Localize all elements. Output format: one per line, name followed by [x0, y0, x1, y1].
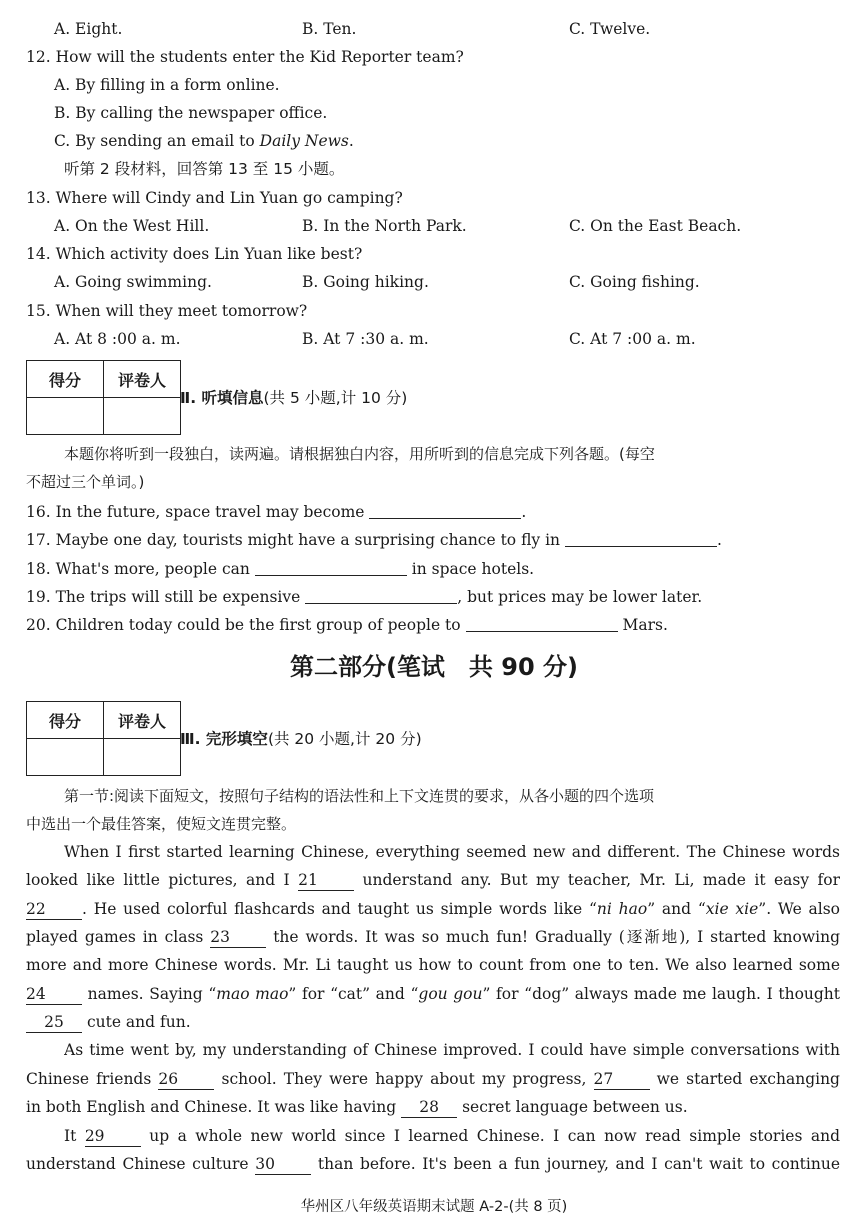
grader-cell[interactable]	[104, 739, 181, 776]
q15-option-b: B. At 7 :30 a. m.	[302, 330, 429, 348]
passage-line-6: 24 names. Saying “mao mao” for “cat” and “gou gou” for “dog” always made me laugh. I thought	[26, 985, 840, 1003]
score-table-section-2	[26, 360, 181, 435]
q14-options	[0, 270, 868, 294]
blank-26[interactable]: 26	[158, 1069, 214, 1090]
passage-line-5: more and more Chinese words. Mr. Li taught us how to count from one to ten. We also learned some	[26, 956, 840, 974]
q20: 20. Children today could be the first group of people to Mars.	[26, 616, 668, 634]
q12-option-a: A. By filling in a form online.	[54, 76, 280, 94]
passage-line-9: Chinese friends 26 school. They were happy about my progress, 27 we started exchanging	[26, 1070, 840, 1088]
blank-22[interactable]: 22	[26, 899, 82, 920]
q16-blank[interactable]	[369, 501, 521, 519]
score-label: 得分	[27, 361, 104, 398]
blank-29[interactable]: 29	[85, 1126, 141, 1147]
section-3-instruction-line1: 第一节:阅读下面短文，按照句子结构的语法性和上下文连贯的要求，从各小题的四个选项	[64, 787, 655, 805]
q15-options	[0, 327, 868, 351]
q12-option-c: C. By sending an email to Daily News.	[54, 132, 354, 150]
section-3-heading: Ⅲ. 完形填空(共 20 小题,计 20 分)	[180, 730, 422, 748]
score-cell[interactable]	[27, 398, 104, 435]
blank-25[interactable]: 25	[26, 1012, 82, 1033]
blank-28[interactable]: 28	[401, 1097, 457, 1118]
section-2-heading: Ⅱ. 听填信息(共 5 小题,计 10 分)	[180, 389, 408, 407]
passage-line-1: When I first started learning Chinese, everything seemed new and different. The Chinese words	[64, 843, 840, 861]
passage-line-8: As time went by, my understanding of Chinese improved. I could have simple conversations with	[64, 1041, 840, 1059]
q19: 19. The trips will still be expensive , but prices may be lower later.	[26, 588, 703, 606]
q17-blank[interactable]	[565, 529, 717, 547]
score-table-section-3	[26, 701, 181, 776]
q11-option-a: A. Eight.	[54, 20, 123, 38]
score-cell[interactable]	[27, 739, 104, 776]
section-2-instruction-line1: 本题你将听到一段独白，读两遍。请根据独白内容，用所听到的信息完成下列各题。(每空	[64, 445, 655, 463]
q12-option-b: B. By calling the newspaper office.	[54, 104, 328, 122]
listen-2-instruction: 听第 2 段材料，回答第 13 至 15 小题。	[64, 160, 345, 178]
q19-blank[interactable]	[305, 586, 457, 604]
q13-options	[0, 214, 868, 238]
q16: 16. In the future, space travel may become .	[26, 503, 527, 521]
blank-23[interactable]: 23	[210, 927, 266, 948]
q18: 18. What's more, people can in space hotels.	[26, 560, 535, 578]
blank-24[interactable]: 24	[26, 984, 82, 1005]
q13-option-b: B. In the North Park.	[302, 217, 467, 235]
q18-blank[interactable]	[255, 558, 407, 576]
section-2-instruction-line2: 不超过三个单词。)	[26, 473, 145, 491]
page-footer: 华州区八年级英语期末试题 A-2-(共 8 页)	[300, 1199, 568, 1215]
grader-label: 评卷人	[104, 702, 181, 739]
q11-option-c: C. Twelve.	[569, 20, 651, 38]
q14-option-b: B. Going hiking.	[302, 273, 429, 291]
passage-line-12: understand Chinese culture 30 than before. It's been a fun journey, and I can't wait to continue	[26, 1155, 840, 1173]
q17: 17. Maybe one day, tourists might have a surprising chance to fly in .	[26, 531, 722, 549]
passage-line-11: It 29 up a whole new world since I learned Chinese. I can now read simple stories and	[64, 1127, 840, 1145]
q20-blank[interactable]	[466, 614, 618, 632]
blank-21[interactable]: 21	[298, 870, 354, 891]
score-label: 得分	[27, 702, 104, 739]
q15-option-a: A. At 8 :00 a. m.	[54, 330, 181, 348]
grader-cell[interactable]	[104, 398, 181, 435]
q12-stem: 12. How will the students enter the Kid Reporter team?	[26, 48, 464, 66]
blank-30[interactable]: 30	[255, 1154, 311, 1175]
q13-option-a: A. On the West Hill.	[54, 217, 210, 235]
q13-option-c: C. On the East Beach.	[569, 217, 742, 235]
q11-options	[0, 17, 868, 41]
part-2-title: 第二部分(笔试 共 90 分)	[289, 653, 579, 681]
q11-option-b: B. Ten.	[302, 20, 357, 38]
q14-option-c: C. Going fishing.	[569, 273, 700, 291]
passage-line-4: played games in class 23 the words. It was so much fun! Gradually (逐渐地), I started knowing	[26, 928, 840, 946]
passage-line-3: 22 . He used colorful flashcards and taught us simple words like “ni hao” and “xie xie”. We also	[26, 900, 840, 918]
q14-stem: 14. Which activity does Lin Yuan like best?	[26, 245, 363, 263]
passage-line-7: 25 cute and fun.	[0, 1010, 868, 1034]
q14-option-a: A. Going swimming.	[54, 273, 212, 291]
q13-stem: 13. Where will Cindy and Lin Yuan go camping?	[26, 189, 403, 207]
grader-label: 评卷人	[104, 361, 181, 398]
section-3-instruction-line2: 中选出一个最佳答案，使短文连贯完整。	[26, 815, 297, 833]
blank-27[interactable]: 27	[594, 1069, 650, 1090]
q15-stem: 15. When will they meet tomorrow?	[26, 302, 308, 320]
passage-line-10: in both English and Chinese. It was like having 28 secret language between us.	[26, 1098, 688, 1116]
q15-option-c: C. At 7 :00 a. m.	[569, 330, 696, 348]
passage-line-2: looked like little pictures, and I 21 understand any. But my teacher, Mr. Li, made it easy for	[26, 871, 840, 889]
